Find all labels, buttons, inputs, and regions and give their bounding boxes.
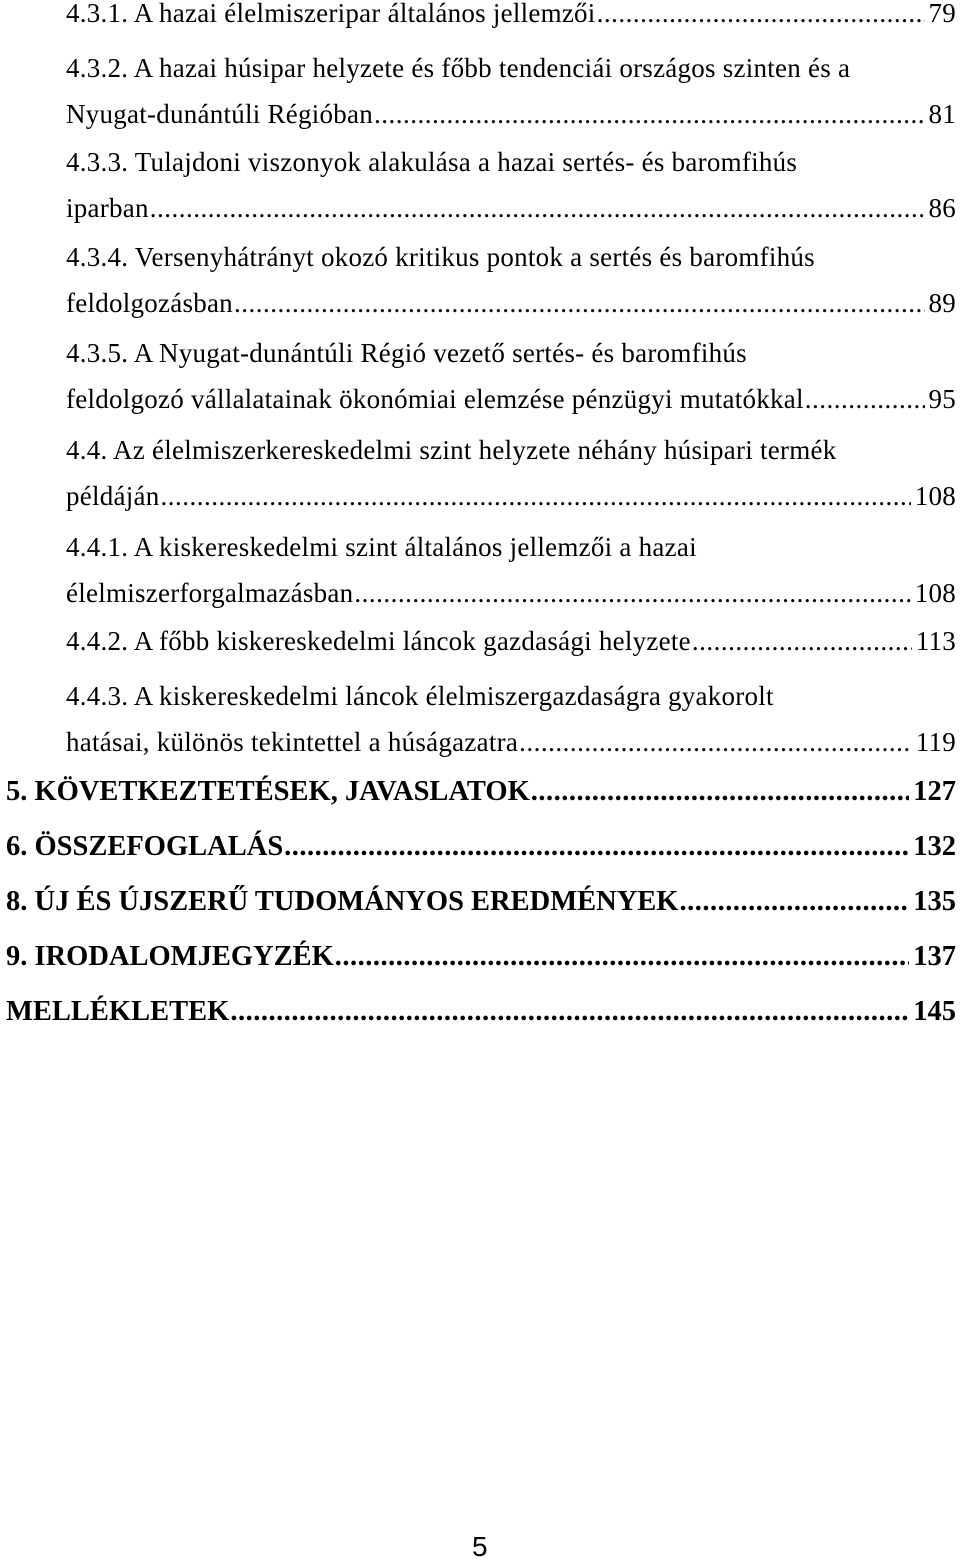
toc-entry-4-4[interactable] bbox=[66, 427, 956, 520]
toc-entry-appendices[interactable] bbox=[6, 992, 956, 1032]
toc-entry-title: 6. ÖSSZEFOGLALÁS bbox=[6, 831, 284, 862]
toc-entry-title: 4.3.2. A hazai húsipar helyzete és főbb tendenciái országos szinten és a bbox=[66, 53, 851, 83]
dot-leader bbox=[284, 827, 909, 867]
toc-entry-title: MELLÉKLETEK bbox=[6, 996, 230, 1027]
toc-page-number: 127 bbox=[913, 776, 956, 807]
toc-page-number: 108 bbox=[914, 578, 956, 609]
toc-entry-chapter-5[interactable] bbox=[6, 772, 956, 812]
dot-leader bbox=[805, 376, 925, 422]
toc-page-number: 95 bbox=[928, 384, 956, 415]
toc-entry-title: 4.3.3. Tulajdoni viszonyok alakulása a hazai sertés- és baromfihús bbox=[66, 147, 798, 177]
toc-entry-title-continued: példáján bbox=[66, 481, 160, 512]
toc-entry-4-3-4[interactable] bbox=[66, 234, 956, 327]
toc-page-number: 79 bbox=[928, 0, 956, 28]
toc-entry-4-3-1[interactable] bbox=[66, 0, 956, 36]
toc-entry-title: 4.3.4. Versenyhátrányt okozó kritikus pontok a sertés és baromfihús bbox=[66, 242, 815, 272]
toc-entry-title-continued: élelmiszerforgalmazásban bbox=[66, 578, 354, 609]
toc-entry-chapter-9[interactable] bbox=[6, 937, 956, 977]
toc-page-number: 89 bbox=[928, 288, 956, 319]
dot-leader bbox=[374, 91, 925, 137]
toc-entry-4-4-2[interactable] bbox=[66, 618, 956, 664]
toc-entry-title: 9. IRODALOMJEGYZÉK bbox=[6, 941, 334, 972]
toc-entry-4-3-5[interactable] bbox=[66, 330, 956, 423]
toc-entry-4-3-2[interactable] bbox=[66, 45, 956, 138]
toc-entry-chapter-8[interactable] bbox=[6, 882, 956, 922]
toc-page-number: 86 bbox=[928, 193, 956, 224]
toc-page-number: 113 bbox=[915, 626, 956, 656]
dot-leader bbox=[519, 719, 912, 765]
toc-entry-title: 4.4.1. A kiskereskedelmi szint általános jellemzői a hazai bbox=[66, 532, 697, 562]
toc-entry-title-continued: feldolgozásban bbox=[66, 288, 233, 319]
dot-leader bbox=[679, 882, 909, 922]
toc-entry-title: 4.3.1. A hazai élelmiszeripar általános jellemzői bbox=[66, 0, 596, 28]
dot-leader bbox=[354, 570, 910, 616]
toc-page-number: 108 bbox=[914, 481, 956, 512]
toc-entry-chapter-6[interactable] bbox=[6, 827, 956, 867]
dot-leader bbox=[597, 0, 925, 36]
toc-entry-title: 4.4.2. A főbb kiskereskedelmi láncok gazdasági helyzete bbox=[66, 626, 691, 656]
toc-entry-title-continued: Nyugat-dunántúli Régióban bbox=[66, 99, 373, 130]
toc-page-number: 132 bbox=[913, 831, 956, 862]
toc-entry-title-continued: feldolgozó vállalatainak ökonómiai elemzése pénzügyi mutatókkal bbox=[66, 384, 804, 415]
dot-leader bbox=[692, 618, 912, 664]
toc-page-number: 145 bbox=[913, 996, 956, 1027]
toc-entry-4-4-1[interactable] bbox=[66, 524, 956, 617]
toc-entry-title-continued: hatásai, különös tekintettel a húságazatra bbox=[66, 727, 519, 758]
toc-entry-title: 4.3.5. A Nyugat-dunántúli Régió vezető sertés- és baromfihús bbox=[66, 338, 747, 368]
toc-page-number: 135 bbox=[913, 886, 956, 917]
dot-leader bbox=[230, 992, 909, 1032]
toc-page-number: 119 bbox=[915, 727, 956, 758]
dot-leader bbox=[150, 185, 925, 231]
toc-entry-title: 8. ÚJ ÉS ÚJSZERŰ TUDOMÁNYOS EREDMÉNYEK bbox=[6, 886, 679, 917]
dot-leader bbox=[234, 280, 925, 326]
toc-entry-4-4-3[interactable] bbox=[66, 673, 956, 766]
toc-entry-title: 5. KÖVETKEZTETÉSEK, JAVASLATOK bbox=[6, 776, 530, 807]
dot-leader bbox=[335, 937, 909, 977]
toc-entry-title: 4.4. Az élelmiszerkereskedelmi szint helyzete néhány húsipari termék bbox=[66, 435, 837, 465]
dot-leader bbox=[160, 473, 910, 519]
toc-entry-4-3-3[interactable] bbox=[66, 139, 956, 232]
toc-entry-title: 4.4.3. A kiskereskedelmi láncok élelmiszergazdaságra gyakorolt bbox=[66, 681, 774, 711]
page-number: 5 bbox=[472, 1531, 488, 1562]
dot-leader bbox=[531, 772, 910, 812]
toc-page-number: 137 bbox=[913, 941, 956, 972]
toc-entry-title-continued: iparban bbox=[66, 193, 149, 224]
toc-page-number: 81 bbox=[928, 99, 956, 130]
